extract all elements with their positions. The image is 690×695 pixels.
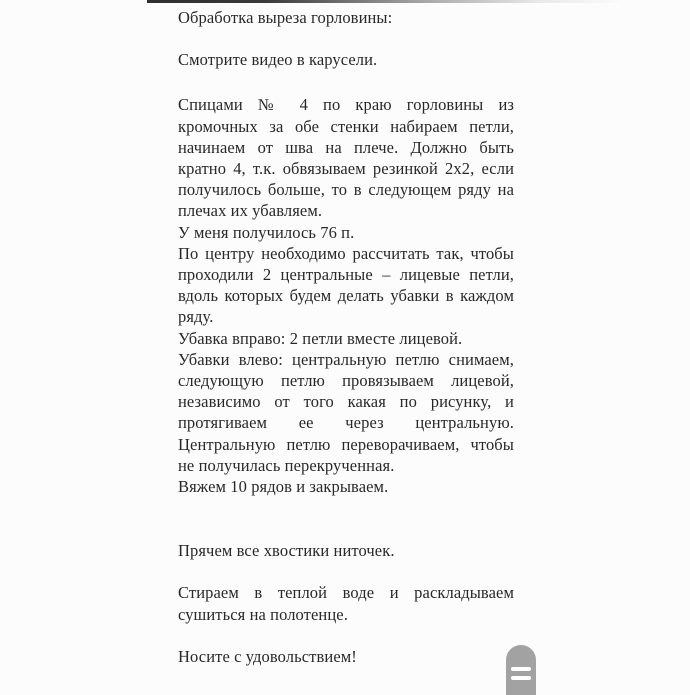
text-line: начинаем от шва на плече. Должно быть [178, 137, 514, 157]
text-line: Прячем все хвостики ниточек. [178, 541, 395, 561]
photo-edge-artifact [147, 0, 690, 3]
text-line: Убавка вправо: 2 петли вместе лицевой. [178, 328, 463, 348]
text-line: плечах их убавляем. [178, 201, 323, 221]
text-line: вдоль которых будем делать убавки в каждом [178, 286, 514, 306]
two-lines-menu-icon [511, 676, 531, 680]
paragraph-washing [178, 582, 514, 624]
text-line: получилось больше, то в следующем ряду на [178, 180, 514, 200]
two-lines-menu-icon [511, 667, 531, 671]
scroll-indicator-button[interactable] [506, 645, 536, 695]
text-line: Вяжем 10 рядов и закрываем. [178, 477, 389, 497]
text-line: не получилась перекрученная. [178, 455, 395, 475]
paragraph-tails [178, 540, 514, 561]
paragraph-video-note [178, 49, 514, 70]
text-line: У меня получилось 76 п. [178, 222, 355, 242]
heading-text: Обработка выреза горловины: [178, 8, 393, 27]
text-line: Носите с удовольствием! [178, 646, 357, 666]
paragraph-heading [178, 7, 514, 28]
text-line: ряду. [178, 307, 214, 327]
paragraph-closing [178, 646, 514, 667]
text-line: кромочных за обе стенки набираем петли, [178, 116, 514, 136]
text-line: Смотрите видео в карусели. [178, 50, 378, 70]
document-page [178, 7, 514, 667]
text-line: кратно 4, т.к. обвязываем резинкой 2х2, если [178, 159, 514, 179]
text-line: Стираем в теплой воде и раскладываем [178, 583, 514, 603]
text-line: следующую петлю провязываем лицевой, [178, 371, 514, 391]
paragraph-instructions [178, 94, 514, 497]
text-line: протягиваем ее через центральную. [178, 413, 514, 433]
text-line: По центру необходимо рассчитать так, чтобы [178, 243, 514, 263]
text-line: Спицами № 4 по краю горловины из [178, 95, 514, 115]
text-line: Убавки влево: центральную петлю снимаем, [178, 349, 514, 369]
text-line: проходили 2 центральные – лицевые петли, [178, 265, 514, 285]
text-line: Центральную петлю переворачиваем, чтобы [178, 434, 514, 454]
text-line: независимо от того какая по рисунку, и [178, 392, 514, 412]
text-line: сушиться на полотенце. [178, 604, 348, 624]
